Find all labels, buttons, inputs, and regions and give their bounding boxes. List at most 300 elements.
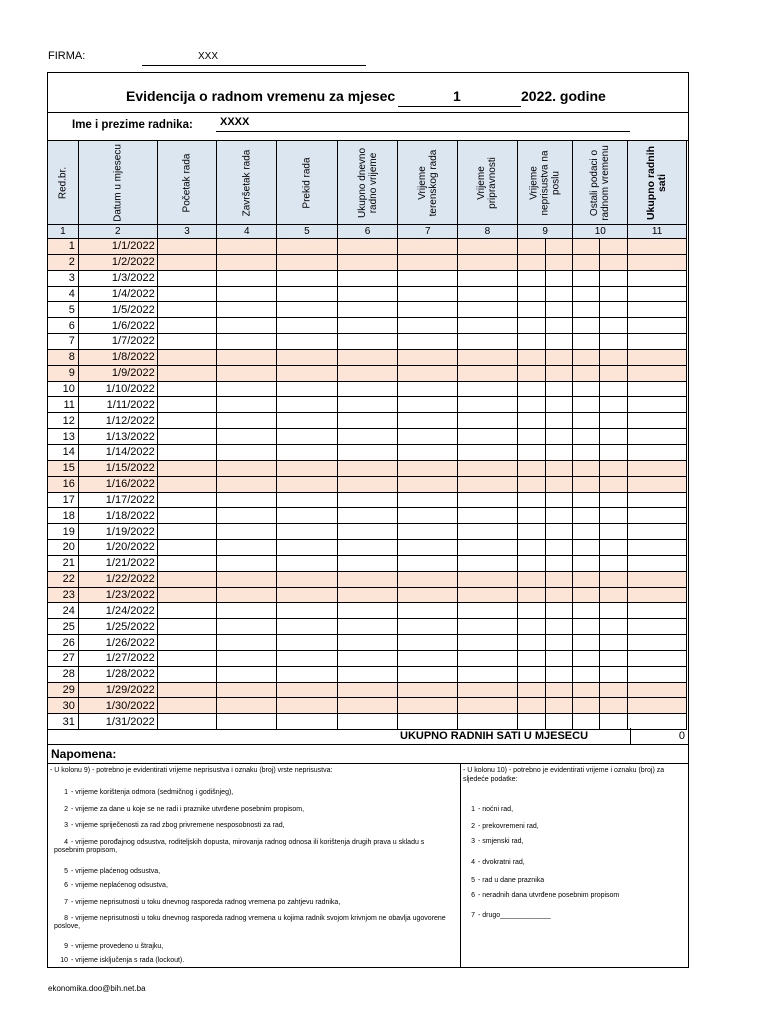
entry-cell[interactable] — [545, 413, 573, 429]
entry-cell[interactable] — [517, 334, 545, 350]
entry-cell[interactable] — [217, 698, 277, 714]
entry-cell[interactable] — [217, 444, 277, 460]
entry-cell[interactable] — [600, 540, 628, 556]
entry-cell[interactable] — [628, 302, 687, 318]
entry-cell[interactable] — [398, 587, 458, 603]
entry-cell[interactable] — [337, 413, 398, 429]
entry-cell[interactable] — [545, 587, 573, 603]
entry-cell[interactable] — [600, 334, 628, 350]
entry-cell[interactable] — [157, 540, 217, 556]
entry-cell[interactable] — [217, 555, 277, 571]
entry-cell[interactable] — [517, 555, 545, 571]
entry-cell[interactable] — [157, 524, 217, 540]
entry-cell[interactable] — [600, 635, 628, 651]
entry-cell[interactable] — [628, 571, 687, 587]
entry-cell[interactable] — [217, 492, 277, 508]
entry-cell[interactable] — [545, 682, 573, 698]
entry-cell[interactable] — [458, 365, 518, 381]
entry-cell[interactable] — [157, 444, 217, 460]
entry-cell[interactable] — [157, 476, 217, 492]
entry-cell[interactable] — [600, 587, 628, 603]
entry-cell[interactable] — [600, 666, 628, 682]
entry-cell[interactable] — [628, 254, 687, 270]
entry-cell[interactable] — [628, 349, 687, 365]
entry-cell[interactable] — [628, 397, 687, 413]
entry-cell[interactable] — [600, 381, 628, 397]
entry-cell[interactable] — [157, 286, 217, 302]
entry-cell[interactable] — [628, 270, 687, 286]
entry-cell[interactable] — [458, 397, 518, 413]
entry-cell[interactable] — [573, 365, 600, 381]
entry-cell[interactable] — [545, 571, 573, 587]
entry-cell[interactable] — [217, 429, 277, 445]
entry-cell[interactable] — [157, 318, 217, 334]
entry-cell[interactable] — [517, 318, 545, 334]
entry-cell[interactable] — [217, 508, 277, 524]
entry-cell[interactable] — [337, 476, 398, 492]
entry-cell[interactable] — [157, 698, 217, 714]
entry-cell[interactable] — [157, 397, 217, 413]
entry-cell[interactable] — [545, 698, 573, 714]
entry-cell[interactable] — [628, 524, 687, 540]
entry-cell[interactable] — [398, 524, 458, 540]
entry-cell[interactable] — [628, 619, 687, 635]
entry-cell[interactable] — [517, 682, 545, 698]
entry-cell[interactable] — [277, 666, 338, 682]
entry-cell[interactable] — [628, 540, 687, 556]
entry-cell[interactable] — [517, 365, 545, 381]
entry-cell[interactable] — [337, 334, 398, 350]
entry-cell[interactable] — [628, 318, 687, 334]
entry-cell[interactable] — [398, 254, 458, 270]
entry-cell[interactable] — [628, 429, 687, 445]
entry-cell[interactable] — [573, 429, 600, 445]
entry-cell[interactable] — [517, 571, 545, 587]
entry-cell[interactable] — [573, 603, 600, 619]
entry-cell[interactable] — [600, 524, 628, 540]
entry-cell[interactable] — [600, 603, 628, 619]
entry-cell[interactable] — [217, 349, 277, 365]
entry-cell[interactable] — [398, 286, 458, 302]
entry-cell[interactable] — [628, 492, 687, 508]
entry-cell[interactable] — [517, 254, 545, 270]
entry-cell[interactable] — [398, 444, 458, 460]
entry-cell[interactable] — [217, 682, 277, 698]
entry-cell[interactable] — [337, 524, 398, 540]
entry-cell[interactable] — [573, 650, 600, 666]
entry-cell[interactable] — [573, 334, 600, 350]
entry-cell[interactable] — [600, 476, 628, 492]
entry-cell[interactable] — [337, 270, 398, 286]
entry-cell[interactable] — [217, 270, 277, 286]
entry-cell[interactable] — [600, 698, 628, 714]
entry-cell[interactable] — [217, 381, 277, 397]
entry-cell[interactable] — [458, 650, 518, 666]
entry-cell[interactable] — [157, 270, 217, 286]
entry-cell[interactable] — [545, 365, 573, 381]
entry-cell[interactable] — [573, 302, 600, 318]
entry-cell[interactable] — [628, 698, 687, 714]
entry-cell[interactable] — [600, 270, 628, 286]
entry-cell[interactable] — [398, 603, 458, 619]
entry-cell[interactable] — [573, 587, 600, 603]
entry-cell[interactable] — [600, 286, 628, 302]
entry-cell[interactable] — [337, 650, 398, 666]
entry-cell[interactable] — [573, 619, 600, 635]
entry-cell[interactable] — [337, 397, 398, 413]
entry-cell[interactable] — [398, 365, 458, 381]
entry-cell[interactable] — [545, 635, 573, 651]
entry-cell[interactable] — [600, 349, 628, 365]
entry-cell[interactable] — [458, 524, 518, 540]
entry-cell[interactable] — [628, 555, 687, 571]
entry-cell[interactable] — [157, 302, 217, 318]
entry-cell[interactable] — [628, 413, 687, 429]
entry-cell[interactable] — [458, 254, 518, 270]
entry-cell[interactable] — [628, 650, 687, 666]
entry-cell[interactable] — [157, 365, 217, 381]
entry-cell[interactable] — [458, 318, 518, 334]
entry-cell[interactable] — [545, 381, 573, 397]
entry-cell[interactable] — [217, 635, 277, 651]
entry-cell[interactable] — [458, 619, 518, 635]
entry-cell[interactable] — [277, 413, 338, 429]
entry-cell[interactable] — [157, 682, 217, 698]
entry-cell[interactable] — [337, 682, 398, 698]
entry-cell[interactable] — [573, 476, 600, 492]
entry-cell[interactable] — [217, 302, 277, 318]
entry-cell[interactable] — [337, 365, 398, 381]
entry-cell[interactable] — [277, 603, 338, 619]
entry-cell[interactable] — [458, 476, 518, 492]
entry-cell[interactable] — [277, 270, 338, 286]
entry-cell[interactable] — [517, 302, 545, 318]
entry-cell[interactable] — [517, 349, 545, 365]
entry-cell[interactable] — [458, 555, 518, 571]
entry-cell[interactable] — [277, 571, 338, 587]
entry-cell[interactable] — [517, 524, 545, 540]
entry-cell[interactable] — [517, 397, 545, 413]
entry-cell[interactable] — [600, 429, 628, 445]
entry-cell[interactable] — [458, 239, 518, 255]
entry-cell[interactable] — [277, 334, 338, 350]
entry-cell[interactable] — [628, 239, 687, 255]
entry-cell[interactable] — [517, 587, 545, 603]
entry-cell[interactable] — [277, 381, 338, 397]
entry-cell[interactable] — [517, 540, 545, 556]
entry-cell[interactable] — [157, 492, 217, 508]
entry-cell[interactable] — [157, 587, 217, 603]
entry-cell[interactable] — [157, 666, 217, 682]
entry-cell[interactable] — [628, 587, 687, 603]
entry-cell[interactable] — [573, 413, 600, 429]
entry-cell[interactable] — [458, 508, 518, 524]
entry-cell[interactable] — [545, 555, 573, 571]
entry-cell[interactable] — [545, 460, 573, 476]
entry-cell[interactable] — [217, 334, 277, 350]
entry-cell[interactable] — [398, 650, 458, 666]
entry-cell[interactable] — [517, 635, 545, 651]
entry-cell[interactable] — [458, 603, 518, 619]
entry-cell[interactable] — [628, 666, 687, 682]
entry-cell[interactable] — [458, 682, 518, 698]
entry-cell[interactable] — [458, 302, 518, 318]
entry-cell[interactable] — [277, 540, 338, 556]
entry-cell[interactable] — [573, 460, 600, 476]
entry-cell[interactable] — [600, 682, 628, 698]
entry-cell[interactable] — [545, 270, 573, 286]
entry-cell[interactable] — [157, 239, 217, 255]
entry-cell[interactable] — [458, 587, 518, 603]
entry-cell[interactable] — [545, 476, 573, 492]
entry-cell[interactable] — [217, 571, 277, 587]
entry-cell[interactable] — [545, 397, 573, 413]
entry-cell[interactable] — [337, 349, 398, 365]
entry-cell[interactable] — [545, 286, 573, 302]
entry-cell[interactable] — [458, 492, 518, 508]
entry-cell[interactable] — [628, 365, 687, 381]
entry-cell[interactable] — [277, 524, 338, 540]
entry-cell[interactable] — [217, 460, 277, 476]
entry-cell[interactable] — [398, 318, 458, 334]
entry-cell[interactable] — [277, 682, 338, 698]
entry-cell[interactable] — [337, 460, 398, 476]
entry-cell[interactable] — [573, 492, 600, 508]
entry-cell[interactable] — [517, 476, 545, 492]
entry-cell[interactable] — [157, 254, 217, 270]
entry-cell[interactable] — [157, 619, 217, 635]
entry-cell[interactable] — [398, 460, 458, 476]
entry-cell[interactable] — [458, 444, 518, 460]
entry-cell[interactable] — [458, 460, 518, 476]
entry-cell[interactable] — [458, 429, 518, 445]
entry-cell[interactable] — [398, 429, 458, 445]
entry-cell[interactable] — [217, 540, 277, 556]
entry-cell[interactable] — [337, 666, 398, 682]
entry-cell[interactable] — [337, 286, 398, 302]
entry-cell[interactable] — [277, 239, 338, 255]
entry-cell[interactable] — [337, 571, 398, 587]
entry-cell[interactable] — [217, 365, 277, 381]
entry-cell[interactable] — [600, 365, 628, 381]
entry-cell[interactable] — [573, 540, 600, 556]
entry-cell[interactable] — [337, 318, 398, 334]
entry-cell[interactable] — [600, 302, 628, 318]
entry-cell[interactable] — [573, 444, 600, 460]
entry-cell[interactable] — [277, 587, 338, 603]
entry-cell[interactable] — [337, 381, 398, 397]
entry-cell[interactable] — [277, 318, 338, 334]
entry-cell[interactable] — [217, 397, 277, 413]
entry-cell[interactable] — [217, 239, 277, 255]
entry-cell[interactable] — [628, 381, 687, 397]
entry-cell[interactable] — [573, 555, 600, 571]
entry-cell[interactable] — [337, 555, 398, 571]
entry-cell[interactable] — [573, 239, 600, 255]
entry-cell[interactable] — [517, 444, 545, 460]
entry-cell[interactable] — [600, 397, 628, 413]
entry-cell[interactable] — [277, 492, 338, 508]
entry-cell[interactable] — [573, 318, 600, 334]
entry-cell[interactable] — [277, 429, 338, 445]
entry-cell[interactable] — [398, 698, 458, 714]
entry-cell[interactable] — [458, 571, 518, 587]
entry-cell[interactable] — [398, 239, 458, 255]
entry-cell[interactable] — [600, 254, 628, 270]
entry-cell[interactable] — [545, 666, 573, 682]
entry-cell[interactable] — [337, 619, 398, 635]
entry-cell[interactable] — [600, 555, 628, 571]
entry-cell[interactable] — [600, 460, 628, 476]
entry-cell[interactable] — [517, 429, 545, 445]
entry-cell[interactable] — [398, 540, 458, 556]
entry-cell[interactable] — [545, 254, 573, 270]
entry-cell[interactable] — [398, 635, 458, 651]
entry-cell[interactable] — [545, 603, 573, 619]
entry-cell[interactable] — [337, 698, 398, 714]
entry-cell[interactable] — [545, 318, 573, 334]
entry-cell[interactable] — [277, 635, 338, 651]
entry-cell[interactable] — [628, 476, 687, 492]
entry-cell[interactable] — [398, 397, 458, 413]
entry-cell[interactable] — [545, 524, 573, 540]
entry-cell[interactable] — [398, 555, 458, 571]
entry-cell[interactable] — [337, 508, 398, 524]
entry-cell[interactable] — [573, 524, 600, 540]
entry-cell[interactable] — [398, 619, 458, 635]
entry-cell[interactable] — [573, 508, 600, 524]
entry-cell[interactable] — [545, 239, 573, 255]
entry-cell[interactable] — [217, 666, 277, 682]
entry-cell[interactable] — [277, 286, 338, 302]
entry-cell[interactable] — [458, 381, 518, 397]
entry-cell[interactable] — [628, 460, 687, 476]
entry-cell[interactable] — [573, 682, 600, 698]
entry-cell[interactable] — [398, 334, 458, 350]
entry-cell[interactable] — [628, 635, 687, 651]
entry-cell[interactable] — [600, 571, 628, 587]
entry-cell[interactable] — [573, 270, 600, 286]
entry-cell[interactable] — [600, 444, 628, 460]
entry-cell[interactable] — [398, 413, 458, 429]
entry-cell[interactable] — [277, 508, 338, 524]
entry-cell[interactable] — [458, 635, 518, 651]
entry-cell[interactable] — [398, 381, 458, 397]
entry-cell[interactable] — [398, 349, 458, 365]
entry-cell[interactable] — [545, 349, 573, 365]
entry-cell[interactable] — [517, 698, 545, 714]
entry-cell[interactable] — [217, 524, 277, 540]
entry-cell[interactable] — [157, 635, 217, 651]
entry-cell[interactable] — [545, 540, 573, 556]
entry-cell[interactable] — [573, 666, 600, 682]
entry-cell[interactable] — [545, 429, 573, 445]
entry-cell[interactable] — [545, 650, 573, 666]
entry-cell[interactable] — [458, 698, 518, 714]
entry-cell[interactable] — [458, 286, 518, 302]
entry-cell[interactable] — [337, 540, 398, 556]
entry-cell[interactable] — [277, 619, 338, 635]
entry-cell[interactable] — [277, 555, 338, 571]
entry-cell[interactable] — [277, 698, 338, 714]
entry-cell[interactable] — [157, 381, 217, 397]
entry-cell[interactable] — [277, 444, 338, 460]
entry-cell[interactable] — [157, 334, 217, 350]
entry-cell[interactable] — [157, 555, 217, 571]
entry-cell[interactable] — [517, 650, 545, 666]
entry-cell[interactable] — [545, 508, 573, 524]
entry-cell[interactable] — [337, 239, 398, 255]
entry-cell[interactable] — [157, 413, 217, 429]
entry-cell[interactable] — [337, 444, 398, 460]
entry-cell[interactable] — [398, 302, 458, 318]
entry-cell[interactable] — [458, 666, 518, 682]
entry-cell[interactable] — [337, 587, 398, 603]
entry-cell[interactable] — [157, 429, 217, 445]
entry-cell[interactable] — [157, 650, 217, 666]
entry-cell[interactable] — [277, 460, 338, 476]
entry-cell[interactable] — [398, 682, 458, 698]
entry-cell[interactable] — [573, 397, 600, 413]
entry-cell[interactable] — [600, 239, 628, 255]
entry-cell[interactable] — [600, 619, 628, 635]
entry-cell[interactable] — [573, 254, 600, 270]
entry-cell[interactable] — [337, 635, 398, 651]
entry-cell[interactable] — [573, 349, 600, 365]
entry-cell[interactable] — [458, 270, 518, 286]
entry-cell[interactable] — [600, 413, 628, 429]
entry-cell[interactable] — [517, 619, 545, 635]
entry-cell[interactable] — [545, 619, 573, 635]
entry-cell[interactable] — [277, 365, 338, 381]
entry-cell[interactable] — [600, 492, 628, 508]
entry-cell[interactable] — [398, 476, 458, 492]
entry-cell[interactable] — [458, 540, 518, 556]
entry-cell[interactable] — [458, 334, 518, 350]
entry-cell[interactable] — [573, 286, 600, 302]
entry-cell[interactable] — [217, 286, 277, 302]
entry-cell[interactable] — [628, 286, 687, 302]
entry-cell[interactable] — [458, 413, 518, 429]
entry-cell[interactable] — [337, 429, 398, 445]
entry-cell[interactable] — [517, 239, 545, 255]
entry-cell[interactable] — [628, 508, 687, 524]
entry-cell[interactable] — [628, 682, 687, 698]
entry-cell[interactable] — [573, 571, 600, 587]
entry-cell[interactable] — [517, 666, 545, 682]
entry-cell[interactable] — [337, 492, 398, 508]
entry-cell[interactable] — [217, 587, 277, 603]
entry-cell[interactable] — [517, 381, 545, 397]
entry-cell[interactable] — [458, 349, 518, 365]
entry-cell[interactable] — [573, 381, 600, 397]
entry-cell[interactable] — [517, 508, 545, 524]
entry-cell[interactable] — [157, 508, 217, 524]
entry-cell[interactable] — [337, 254, 398, 270]
entry-cell[interactable] — [517, 460, 545, 476]
entry-cell[interactable] — [628, 603, 687, 619]
entry-cell[interactable] — [277, 476, 338, 492]
entry-cell[interactable] — [217, 254, 277, 270]
entry-cell[interactable] — [217, 619, 277, 635]
entry-cell[interactable] — [545, 492, 573, 508]
entry-cell[interactable] — [157, 603, 217, 619]
entry-cell[interactable] — [337, 603, 398, 619]
entry-cell[interactable] — [398, 508, 458, 524]
entry-cell[interactable] — [277, 349, 338, 365]
entry-cell[interactable] — [217, 603, 277, 619]
entry-cell[interactable] — [277, 302, 338, 318]
